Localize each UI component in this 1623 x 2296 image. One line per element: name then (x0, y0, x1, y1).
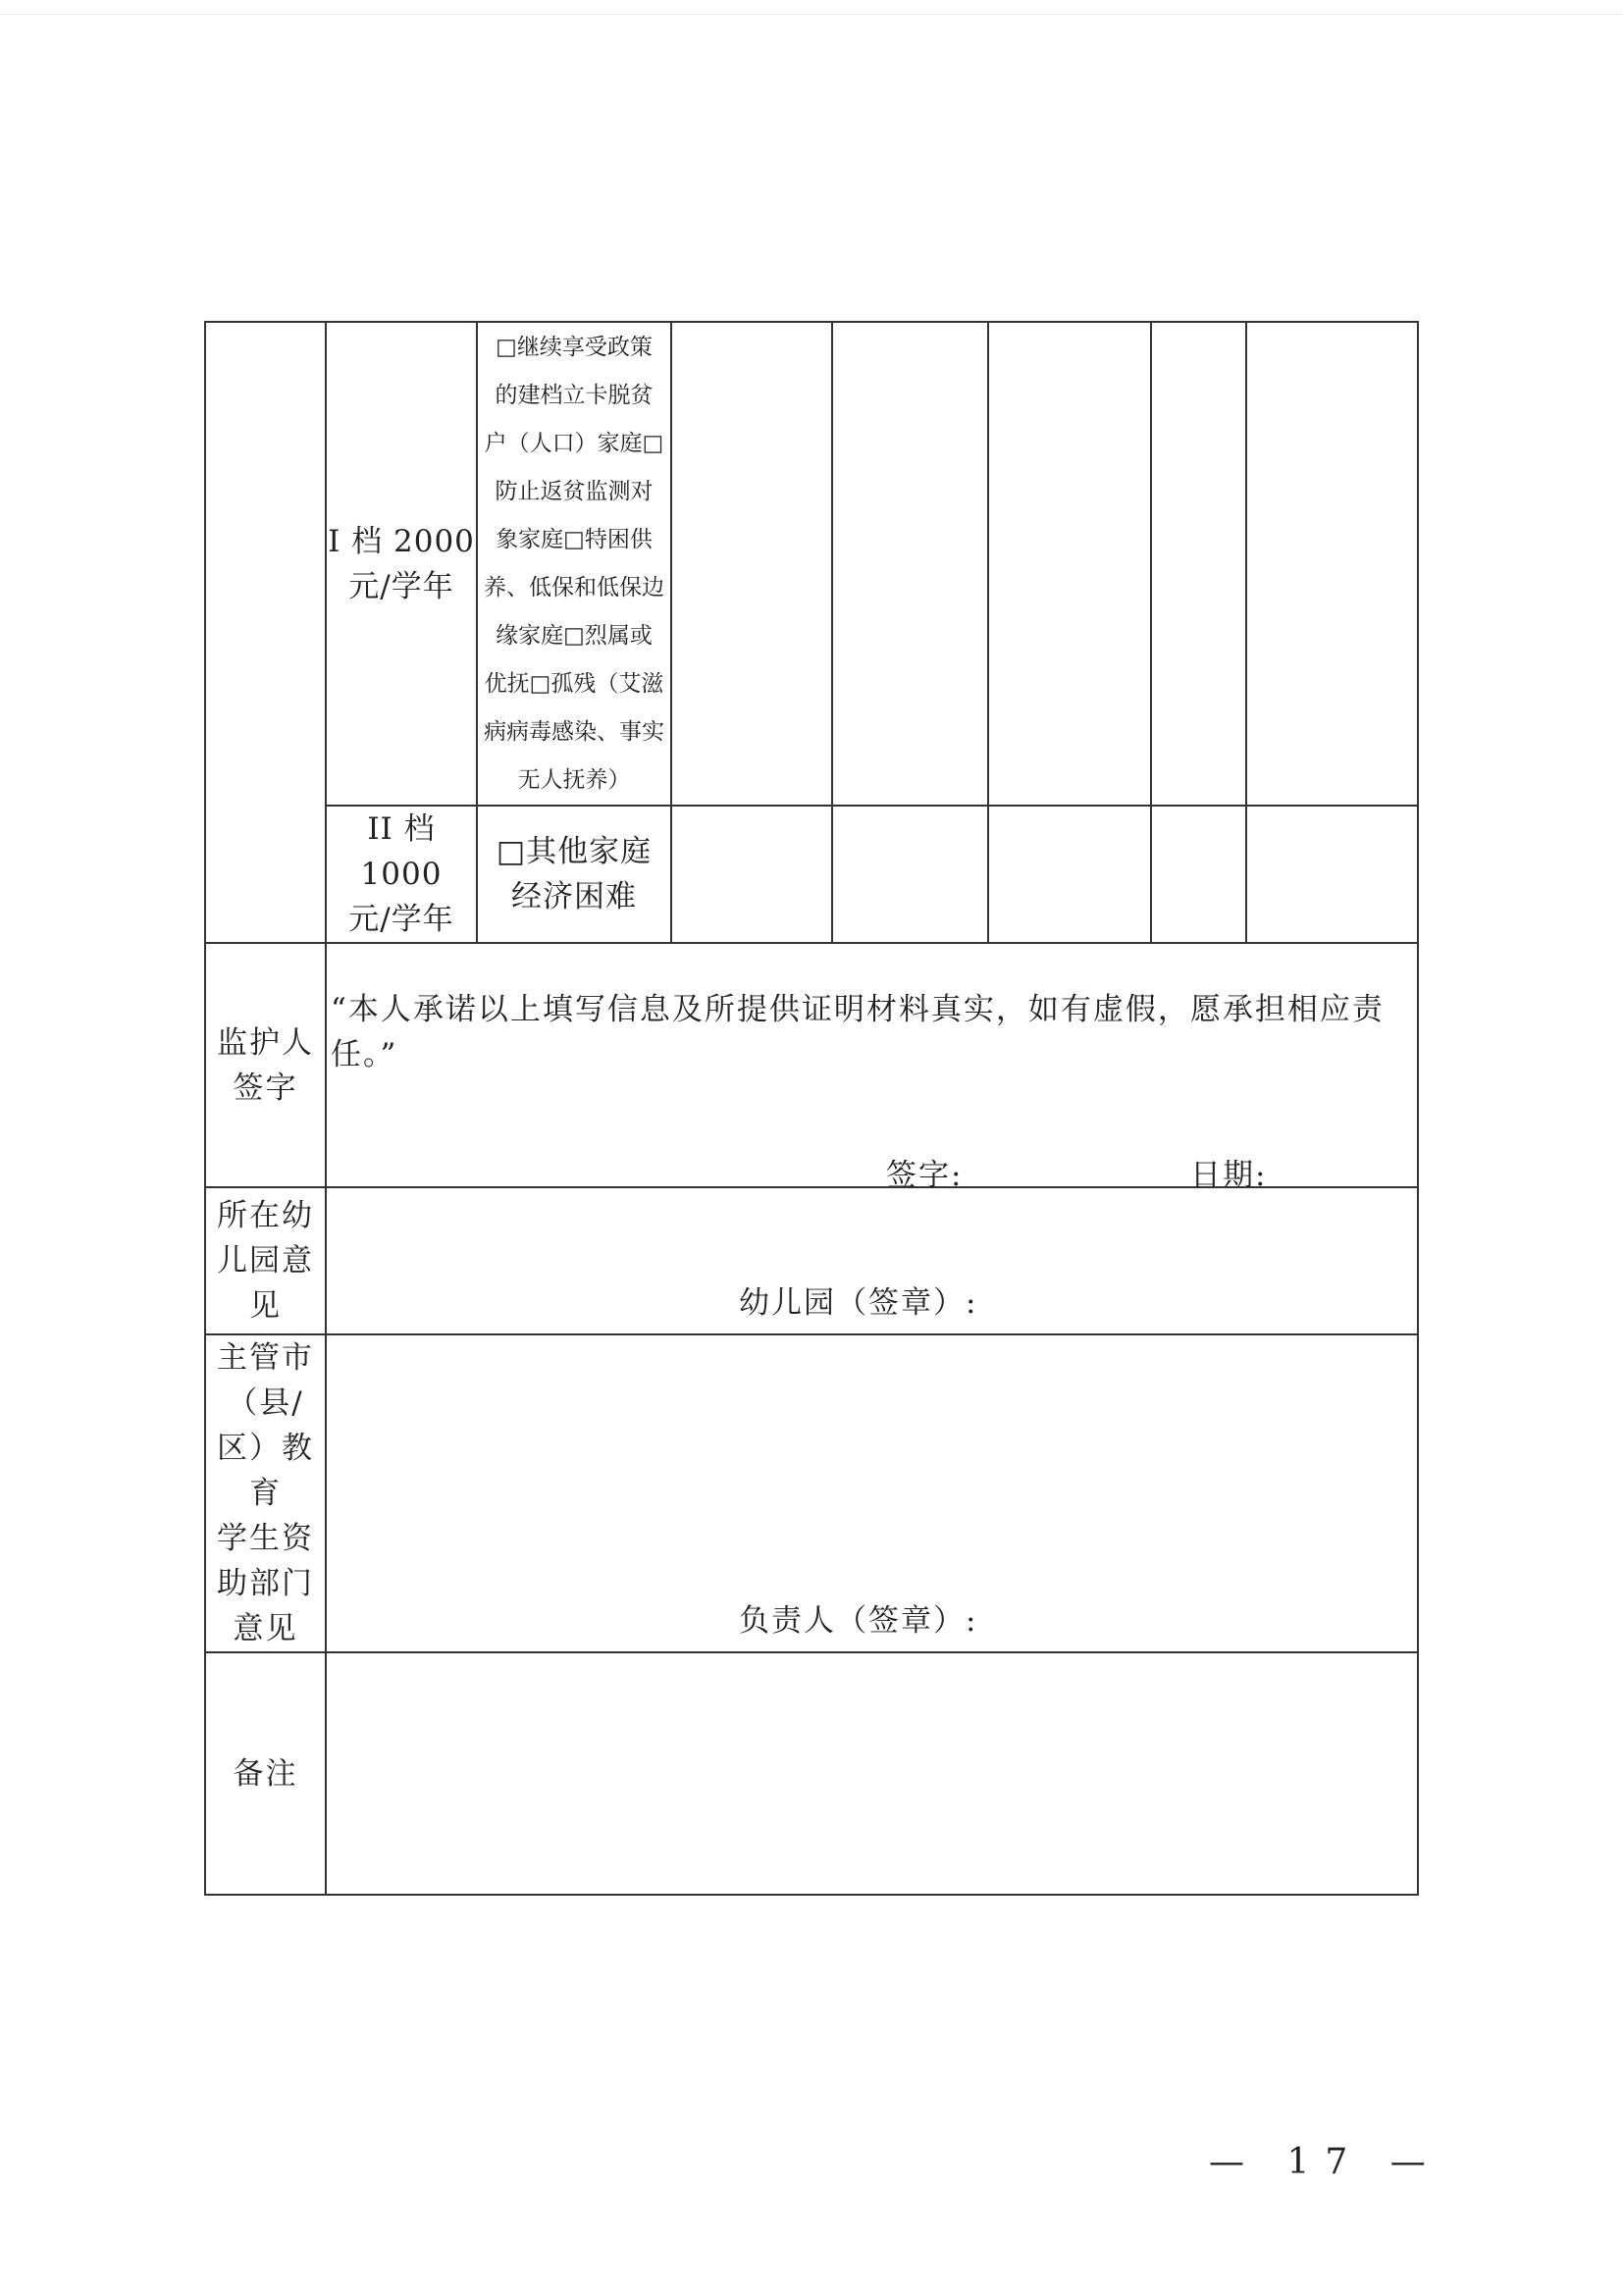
guardian-heading: 监护人 签字 (205, 943, 326, 1187)
tier1-conditions (477, 322, 671, 806)
kindergarten-seal-label: 幼儿园（签章）: (739, 1285, 978, 1321)
tier1-fill-cell[interactable] (988, 322, 1151, 806)
tier2-fill-cell[interactable] (832, 806, 988, 943)
signature-label: 签字: (886, 1158, 964, 1193)
subsidy-application-table (204, 321, 1419, 1896)
tier1-fill-cell[interactable] (1246, 322, 1418, 806)
tier1-fill-cell[interactable] (832, 322, 988, 806)
tier1-label: I 档 2000 元/学年 (326, 322, 477, 806)
blank-head-cell (205, 322, 326, 943)
tier2-fill-cell[interactable] (988, 806, 1151, 943)
condition-line: 防止返贫监测对 (495, 478, 654, 504)
page-edge (0, 14, 1623, 15)
tier2-label: II 档 1000 元/学年 (326, 806, 477, 943)
condition-line: 的建档立卡脱贫 (495, 382, 654, 408)
remarks-area[interactable] (326, 1652, 1418, 1895)
tier2-fill-cell[interactable] (1151, 806, 1246, 943)
date-label: 日期: (1190, 1158, 1268, 1193)
guardian-pledge: “本人承诺以上填写信息及所提供证明材料真实，如有虚假，愿承担相应责任。” (331, 992, 1385, 1072)
condition-line: □继续享受政策 (496, 334, 653, 360)
tier2-row (205, 806, 1418, 943)
education-dept-row (205, 1334, 1418, 1652)
kindergarten-opinion-area[interactable] (326, 1187, 1418, 1334)
education-dept-heading: 主管市 （县/ 区）教育 学生资 助部门 意见 (205, 1334, 326, 1652)
tier2-fill-cell[interactable] (671, 806, 832, 943)
kindergarten-heading: 所在幼 儿园意 见 (205, 1187, 326, 1334)
page-number: — 17 — (1209, 2142, 1441, 2182)
condition-line: 无人抚养） (517, 766, 631, 793)
tier2-conditions: □其他家庭 经济困难 (477, 806, 671, 943)
condition-line: 户（人口）家庭□ (484, 430, 664, 456)
tier1-fill-cell[interactable] (671, 322, 832, 806)
kindergarten-row (205, 1187, 1418, 1334)
condition-line: 病病毒感染、事实 (484, 718, 664, 745)
remarks-row (205, 1652, 1418, 1895)
tier1-fill-cell[interactable] (1151, 322, 1246, 806)
condition-line: 优抚□孤残（艾滋 (484, 670, 664, 697)
tier2-fill-cell[interactable] (1246, 806, 1418, 943)
condition-line: 养、低保和低保边 (484, 574, 664, 600)
remarks-heading: 备注 (205, 1652, 326, 1895)
education-dept-opinion-area[interactable] (326, 1334, 1418, 1652)
guardian-signature-area[interactable] (326, 943, 1418, 1193)
guardian-row (205, 943, 1418, 1187)
responsible-person-seal-label: 负责人（签章）: (739, 1603, 978, 1639)
tier1-row (205, 322, 1418, 806)
condition-line: 象家庭□特困供 (496, 526, 653, 552)
condition-line: 缘家庭□烈属或 (496, 622, 653, 649)
